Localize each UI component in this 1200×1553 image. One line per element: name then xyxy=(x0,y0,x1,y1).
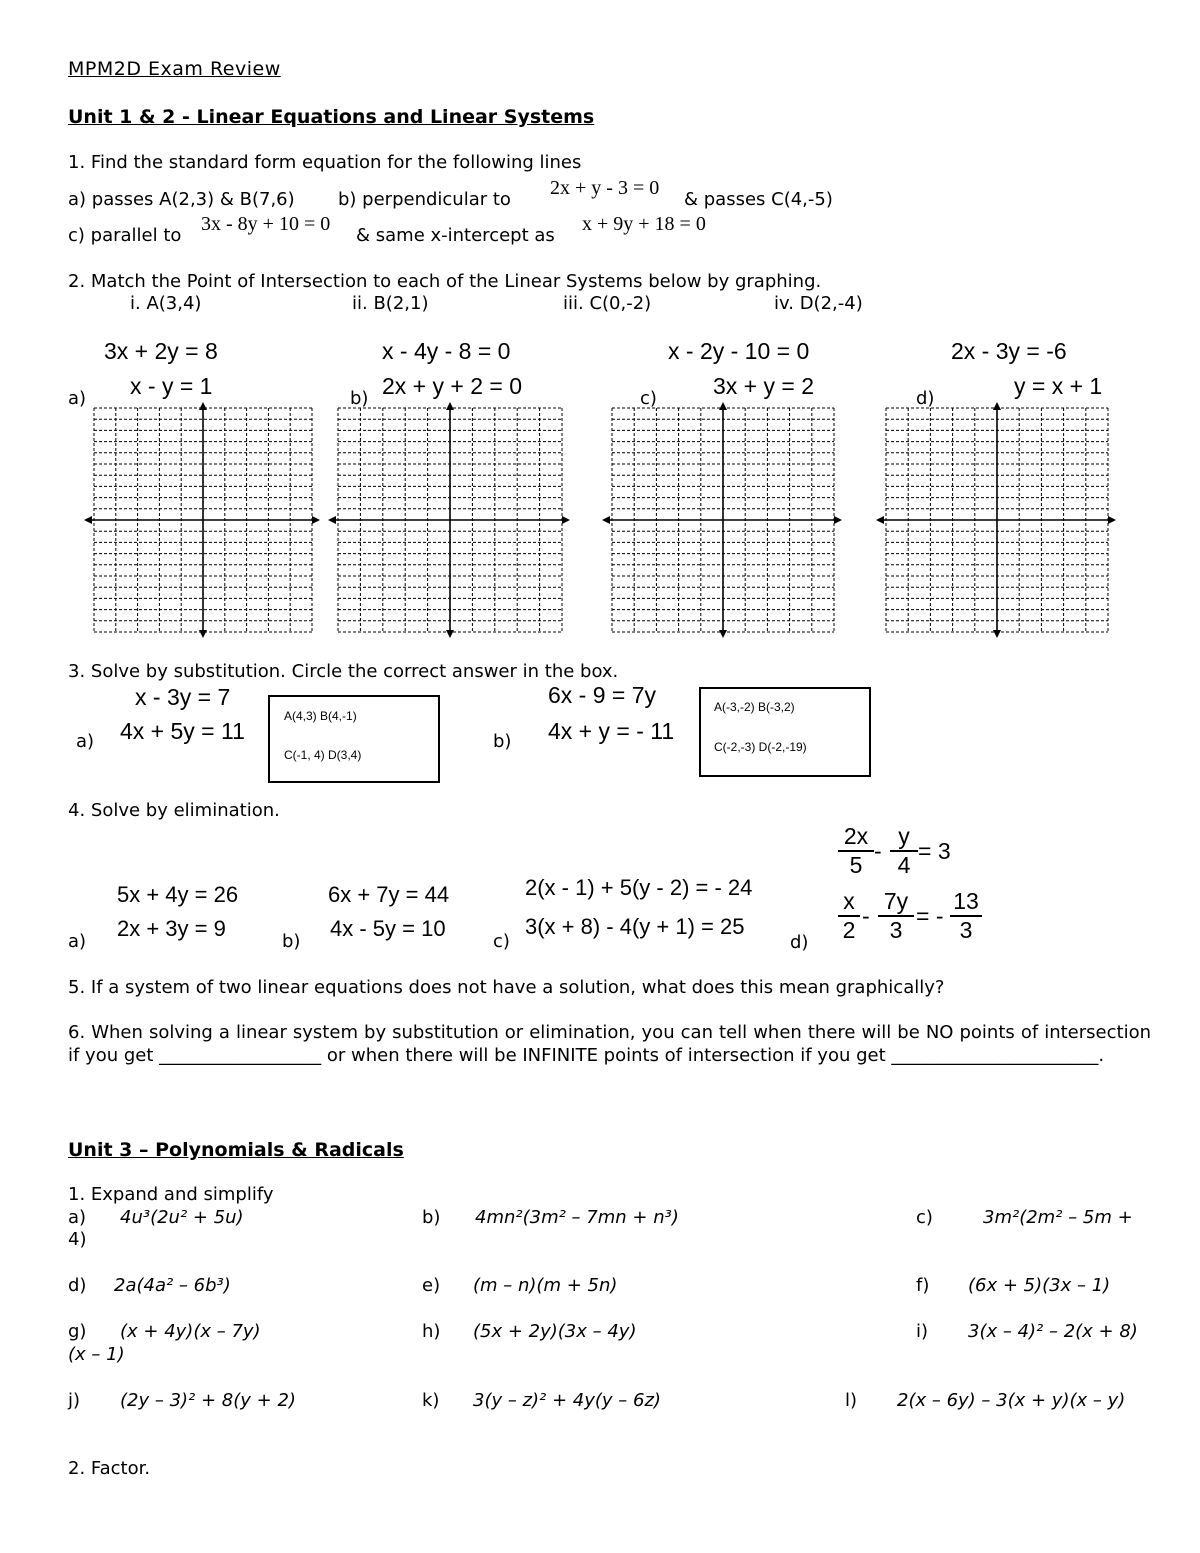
q1c-mid: & same x-intercept as xyxy=(356,225,555,246)
arrow-up-icon xyxy=(199,402,207,410)
q4c-label: c) xyxy=(493,931,510,952)
q2-prompt: 2. Match the Point of Intersection to each of the Linear Systems below by graphing. xyxy=(68,271,822,292)
q6-blank2[interactable]: _______________________. xyxy=(891,1045,1105,1066)
q1c-text: c) parallel to xyxy=(68,225,182,246)
q3-prompt: 3. Solve by substitution. Circle the correct answer in the box. xyxy=(68,661,619,682)
graph-grid-b[interactable] xyxy=(330,404,568,640)
q4d-frac2-num: y xyxy=(890,823,918,852)
q2a-eq2: x - y = 1 xyxy=(130,373,213,399)
q2d-label: d) xyxy=(916,388,935,409)
arrow-left-icon xyxy=(876,516,884,524)
q4d-frac2 xyxy=(890,823,918,879)
q2b-eq1: x - 4y - 8 = 0 xyxy=(382,338,511,364)
q3a-eq1: x - 3y = 7 xyxy=(135,684,231,710)
q2c-eq2: 3x + y = 2 xyxy=(713,373,815,399)
q4d-frac4-num: 7y xyxy=(878,888,914,917)
document-title: MPM2D Exam Review xyxy=(68,58,281,80)
q3a-options-row2: C(-1, 4) D(3,4) xyxy=(284,748,362,762)
u3-item-f-expr: (6x + 5)(3x – 1) xyxy=(968,1275,1111,1296)
q1b-tail: & passes C(4,-5) xyxy=(684,189,833,210)
q4d-label: d) xyxy=(790,932,809,953)
q2d-eq2: y = x + 1 xyxy=(1014,373,1103,399)
q4d-frac1-den: 5 xyxy=(849,852,863,878)
q4d-frac3-num: x xyxy=(838,888,860,917)
q2-point-iii: iii. C(0,-2) xyxy=(563,293,652,314)
arrow-up-icon xyxy=(993,402,1001,410)
q2d-eq1: 2x - 3y = -6 xyxy=(951,338,1067,364)
q4c-eq1: 2(x - 1) + 5(y - 2) = - 24 xyxy=(525,875,753,900)
q4b-label: b) xyxy=(282,931,301,952)
u3-item-j-label: j) xyxy=(68,1390,81,1411)
q1b-text: b) perpendicular to xyxy=(338,189,511,210)
q4d-frac5-den: 3 xyxy=(959,917,973,943)
unit12-heading: Unit 1 & 2 - Linear Equations and Linear Systems xyxy=(68,106,595,128)
q4d-frac1-num: 2x xyxy=(838,823,874,852)
u3-item-c-label: c) xyxy=(916,1207,933,1228)
q4b-eq2: 4x - 5y = 10 xyxy=(330,916,446,941)
q2c-label: c) xyxy=(640,388,657,409)
arrow-left-icon xyxy=(602,516,610,524)
unit3-q2-prompt: 2. Factor. xyxy=(68,1458,151,1479)
q2b-label: b) xyxy=(350,388,369,409)
q4d-op2: - xyxy=(862,903,870,929)
arrow-up-icon xyxy=(719,402,727,410)
u3-item-d-label: d) xyxy=(68,1275,87,1296)
q3a-label: a) xyxy=(76,731,95,752)
q3a-options-row1: A(4,3) B(4,-1) xyxy=(284,709,357,723)
q2a-label: a) xyxy=(68,388,87,409)
q4d-frac3-den: 2 xyxy=(842,917,856,943)
q2-point-iv: iv. D(2,-4) xyxy=(774,293,863,314)
q4d-frac5 xyxy=(950,888,982,944)
u3-item-c-expr: 3m²(2m² – 5m + xyxy=(983,1207,1133,1228)
q4d-op1: - xyxy=(874,838,882,864)
q2c-eq1: x - 2y - 10 = 0 xyxy=(668,338,810,364)
u3-item-g-label: g) xyxy=(68,1321,87,1342)
arrow-up-icon xyxy=(446,402,454,410)
q4d-frac5-num: 13 xyxy=(950,888,982,917)
arrow-down-icon xyxy=(446,630,454,638)
q4b-eq1: 6x + 7y = 44 xyxy=(328,882,450,907)
q4d-rhs1: = 3 xyxy=(918,838,951,864)
q4-prompt: 4. Solve by elimination. xyxy=(68,800,280,821)
q4a-eq1: 5x + 4y = 26 xyxy=(117,882,239,907)
q2b-eq2: 2x + y + 2 = 0 xyxy=(382,373,523,399)
q2-point-ii: ii. B(2,1) xyxy=(352,293,429,314)
q3b-options-row1: A(-3,-2) B(-3,2) xyxy=(714,700,795,714)
u3-item-k-label: k) xyxy=(422,1390,440,1411)
graph-grid-c[interactable] xyxy=(604,404,840,640)
u3-item-f-label: f) xyxy=(916,1275,930,1296)
u3-item-k-expr: 3(y – z)² + 4y(y – 6z) xyxy=(473,1390,661,1411)
q1c-equation2: x + 9y + 18 = 0 xyxy=(582,213,706,235)
arrow-down-icon xyxy=(719,630,727,638)
q6-part2: or when there will be INFINITE points of intersection if you get xyxy=(326,1045,886,1066)
q3b-options-row2: C(-2,-3) D(-2,-19) xyxy=(714,740,807,754)
u3-item-c-continuation: 4) xyxy=(68,1229,87,1250)
arrow-down-icon xyxy=(199,630,207,638)
q3a-eq2: 4x + 5y = 11 xyxy=(120,718,245,744)
u3-item-b-label: b) xyxy=(422,1207,441,1228)
unit3-q1-prompt: 1. Expand and simplify xyxy=(68,1184,274,1205)
q4d-frac3 xyxy=(838,888,860,944)
arrow-left-icon xyxy=(84,516,92,524)
u3-item-b-expr: 4mn²(3m² – 7mn + n³) xyxy=(475,1207,679,1228)
graph-grid-a[interactable] xyxy=(86,404,318,640)
q2a-eq1: 3x + 2y = 8 xyxy=(104,338,218,364)
q1b-equation: 2x + y - 3 = 0 xyxy=(550,177,660,199)
u3-item-l-expr: 2(x – 6y) – 3(x + y)(x – y) xyxy=(897,1390,1126,1411)
q4a-eq2: 2x + 3y = 9 xyxy=(117,916,226,941)
u3-item-g-expr: (x + 4y)(x – 7y) xyxy=(120,1321,261,1342)
u3-item-e-expr: (m – n)(m + 5n) xyxy=(473,1275,618,1296)
arrow-left-icon xyxy=(328,516,336,524)
q6-part1: 6. When solving a linear system by substitution or elimination, you can tell when there will be NO points of intersection if you get xyxy=(68,1022,1151,1066)
q4d-equals: = - xyxy=(916,903,944,929)
u3-item-e-label: e) xyxy=(422,1275,441,1296)
q1a-text: a) passes A(2,3) & B(7,6) xyxy=(68,189,295,210)
q1c-equation: 3x - 8y + 10 = 0 xyxy=(201,213,331,235)
u3-item-i-label: i) xyxy=(916,1321,929,1342)
q4d-frac4 xyxy=(878,888,914,944)
u3-item-a-expr: 4u³(2u² + 5u) xyxy=(120,1207,244,1228)
arrow-right-icon xyxy=(312,516,320,524)
q5-text: 5. If a system of two linear equations does not have a solution, what does this mean graphically? xyxy=(68,977,945,998)
arrow-right-icon xyxy=(1108,516,1116,524)
arrow-right-icon xyxy=(562,516,570,524)
u3-item-i-continuation: (x – 1) xyxy=(68,1344,125,1365)
q4a-label: a) xyxy=(68,931,87,952)
graph-grid-d[interactable] xyxy=(878,404,1114,640)
q6-blank1[interactable]: __________________ xyxy=(159,1045,322,1066)
u3-item-d-expr: 2a(4a² – 6b³) xyxy=(114,1275,231,1296)
arrow-right-icon xyxy=(834,516,842,524)
q4d-frac1 xyxy=(838,823,874,879)
unit3-heading: Unit 3 – Polynomials & Radicals xyxy=(68,1139,404,1161)
u3-item-a-label: a) xyxy=(68,1207,87,1228)
q4d-frac2-den: 4 xyxy=(897,852,911,878)
q4c-eq2: 3(x + 8) - 4(y + 1) = 25 xyxy=(525,914,745,939)
arrow-down-icon xyxy=(993,630,1001,638)
u3-item-i-expr: 3(x – 4)² – 2(x + 8) xyxy=(968,1321,1138,1342)
q3b-label: b) xyxy=(493,731,512,752)
q1-prompt: 1. Find the standard form equation for the following lines xyxy=(68,152,582,173)
u3-item-j-expr: (2y – 3)² + 8(y + 2) xyxy=(120,1390,296,1411)
q3b-eq1: 6x - 9 = 7y xyxy=(548,682,657,708)
q2-point-i: i. A(3,4) xyxy=(130,293,202,314)
q4d-frac4-den: 3 xyxy=(889,917,903,943)
u3-item-l-label: l) xyxy=(845,1390,858,1411)
q3a-answer-box[interactable] xyxy=(268,695,440,783)
u3-item-h-label: h) xyxy=(422,1321,441,1342)
q3b-eq2: 4x + y = - 11 xyxy=(548,718,675,744)
u3-item-h-expr: (5x + 2y)(3x – 4y) xyxy=(473,1321,637,1342)
q3b-answer-box[interactable] xyxy=(699,687,871,777)
q6-paragraph xyxy=(68,1021,1151,1067)
